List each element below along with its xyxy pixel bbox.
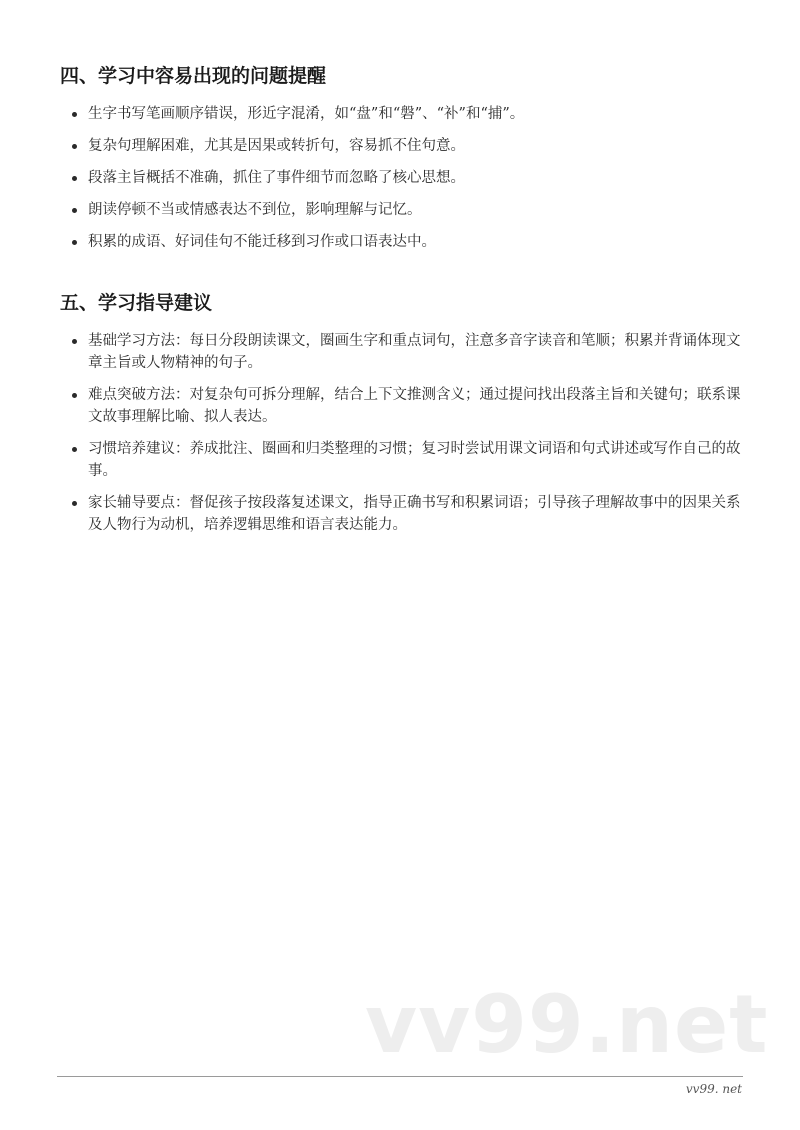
list-item-text: 难点突破方法：对复杂句可拆分理解，结合上下文推测含义；通过提问找出段落主旨和关键句；联系课文故事理解比喻、拟人表达。 — [88, 387, 741, 425]
bullet-icon — [72, 240, 77, 245]
bullet-icon — [72, 208, 77, 213]
list-item — [60, 384, 750, 428]
list-item — [60, 199, 750, 221]
list-item — [60, 492, 750, 536]
list-item-text: 基础学习方法：每日分段朗读课文，圈画生字和重点词句，注意多音字读音和笔顺；积累并背诵体现文章主旨或人物精神的句子。 — [88, 333, 741, 371]
list-item — [60, 330, 750, 374]
list-item-text: 积累的成语、好词佳句不能迁移到习作或口语表达中。 — [88, 234, 436, 250]
list-item-text: 家长辅导要点：督促孩子按段落复述课文，指导正确书写和积累词语；引导孩子理解故事中的因果关系及人物行为动机，培养逻辑思维和语言表达能力。 — [88, 495, 741, 533]
footer-site-label: vv99. net — [685, 1082, 742, 1096]
bullet-icon — [72, 339, 77, 344]
section-heading: 四、学习中容易出现的问题提醒 — [60, 65, 327, 87]
footer-divider — [57, 1076, 743, 1077]
list-item — [60, 103, 750, 125]
section-heading: 五、学习指导建议 — [60, 292, 213, 314]
bullet-icon — [72, 112, 77, 117]
list-item-text: 生字书写笔画顺序错误，形近字混淆，如“盘”和“磐”、“补”和“捕”。 — [88, 106, 525, 122]
list-item-text: 段落主旨概括不准确，抓住了事件细节而忽略了核心思想。 — [88, 170, 465, 186]
bullet-icon — [72, 176, 77, 181]
list-item-text: 复杂句理解困难，尤其是因果或转折句，容易抓不住句意。 — [88, 138, 465, 154]
list-item — [60, 167, 750, 189]
list-item — [60, 231, 750, 253]
list-item-text: 习惯培养建议：养成批注、圈画和归类整理的习惯；复习时尝试用课文词语和句式讲述或写作自己的故事。 — [88, 441, 741, 479]
list-item — [60, 438, 750, 482]
bullet-icon — [72, 144, 77, 149]
bullet-icon — [72, 447, 77, 452]
watermark: vv99.net — [365, 978, 769, 1071]
list-item-text: 朗读停顿不当或情感表达不到位，影响理解与记忆。 — [88, 202, 422, 218]
section-problem-reminders — [60, 63, 750, 263]
bullet-list — [60, 330, 750, 536]
bullet-icon — [72, 501, 77, 506]
bullet-icon — [72, 393, 77, 398]
bullet-list — [60, 103, 750, 253]
list-item — [60, 135, 750, 157]
section-study-guidance — [60, 290, 750, 546]
